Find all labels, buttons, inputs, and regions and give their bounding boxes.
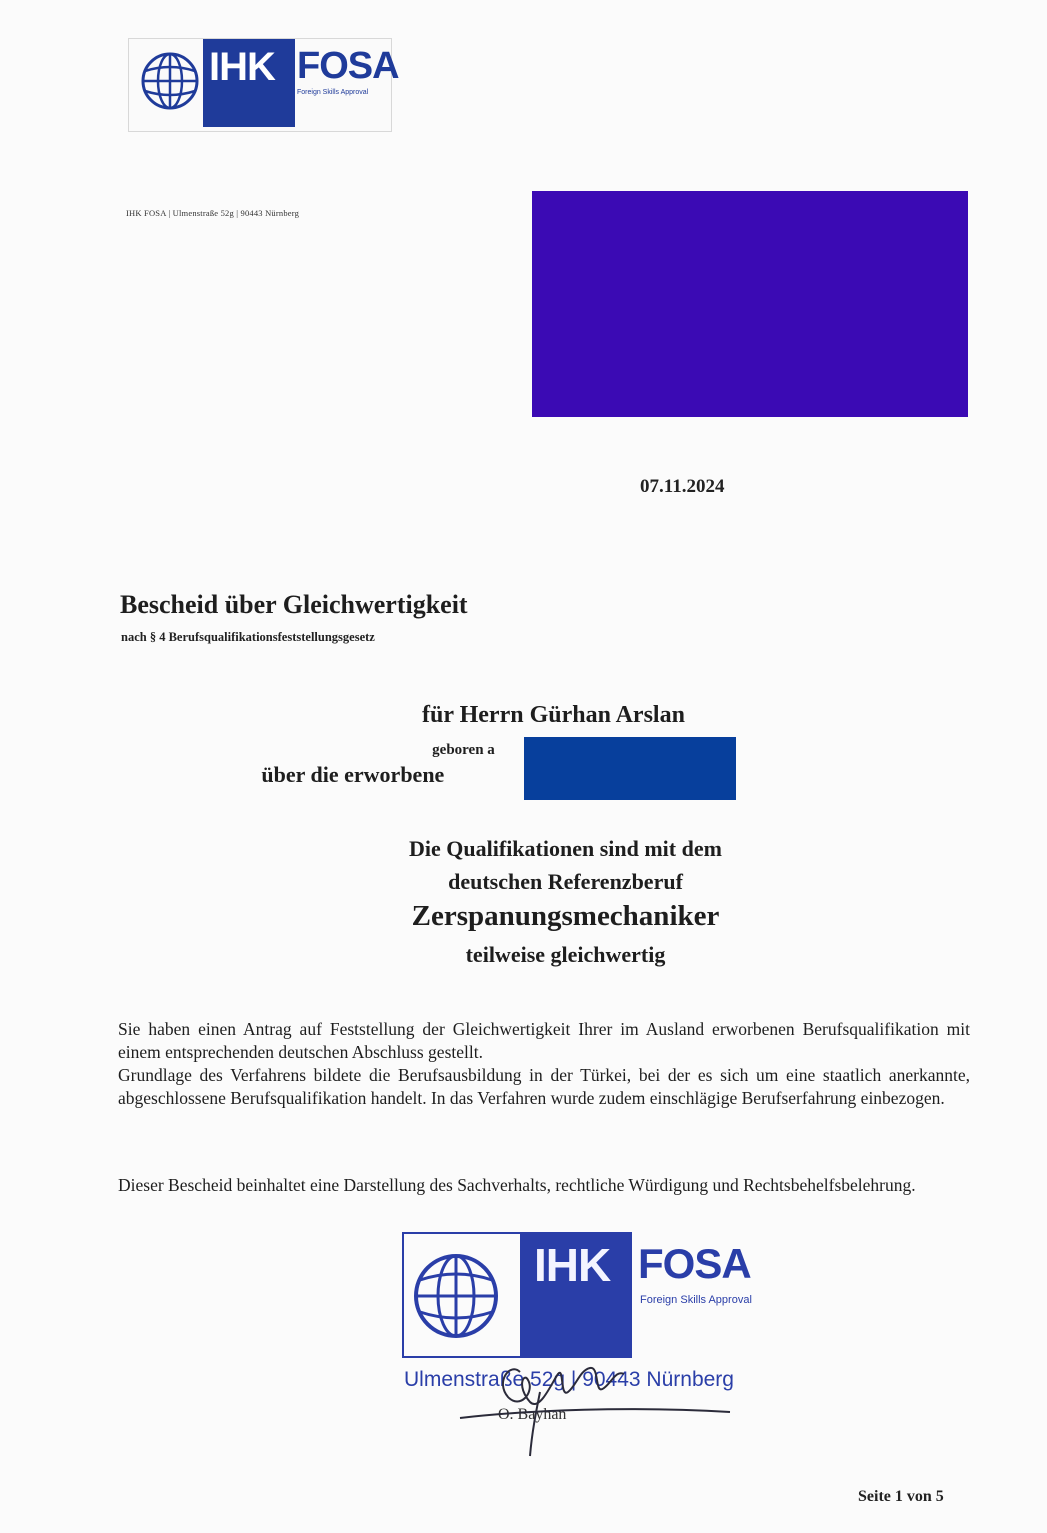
equivalence-result: teilweise gleichwertig xyxy=(465,942,666,967)
reference-profession: Zerspanungsmechaniker xyxy=(411,900,720,932)
stamp-address: Ulmenstraße 52g | 90443 Nürnberg xyxy=(404,1368,734,1391)
paragraph-basis: Grundlage des Verfahrens bildete die Berufsausbildung in der Türkei, bei der es sich um eine staatlich anerkannte, abgeschlossene Berufsqualifikation handelt. In das Verfahren wurde zudem einschlägige Berufserfahrung einbezogen. xyxy=(118,1065,970,1108)
redaction-birth-details xyxy=(524,737,736,800)
page-number: Seite 1 von 5 xyxy=(858,1488,944,1505)
stamp-ihk-text: IHK xyxy=(534,1239,611,1291)
handwritten-signature xyxy=(440,1352,740,1462)
globe-icon xyxy=(135,43,205,119)
logo-fosa-text: FOSA xyxy=(297,45,399,87)
qualification-line-1: Die Qualifikationen sind mit dem xyxy=(409,836,722,861)
ihk-fosa-logo xyxy=(128,38,399,132)
letter-date: 07.11.2024 xyxy=(640,476,725,497)
application-paragraph xyxy=(118,1018,970,1110)
stamp-tagline: Foreign Skills Approval xyxy=(640,1294,752,1306)
obtained-left: über die erworbene xyxy=(261,762,445,787)
redaction-recipient-address xyxy=(532,191,968,417)
recipient-name: für Herrn Gürhan Arslan xyxy=(422,702,685,728)
logo-ihk-text: IHK xyxy=(209,45,275,89)
stamp-globe-icon xyxy=(402,1232,528,1358)
logo-tagline: Foreign Skills Approval xyxy=(297,89,369,96)
qualification-line-2: deutschen Referenzberuf xyxy=(448,869,683,894)
sender-address-line: IHK FOSA | Ulmenstraße 52g | 90443 Nürnberg xyxy=(126,208,300,218)
document-title: Bescheid über Gleichwertigkeit xyxy=(120,590,468,619)
birth-label: geboren a xyxy=(432,742,495,758)
signer-name: O. Bayhan xyxy=(498,1406,567,1423)
paragraph-application: Sie haben einen Antrag auf Feststellung der Gleichwertigkeit Ihrer im Ausland erworbenen Berufsqualifikation mit einem entsprechenden deutschen Abschluss gestellt. xyxy=(118,1019,970,1062)
paragraph-contents: Dieser Bescheid beinhaltet eine Darstellung des Sachverhalts, rechtliche Würdigung und Rechtsbehelfsbelehrung. xyxy=(118,1175,916,1195)
document-subtitle: nach § 4 Berufsqualifikationsfeststellungsgesetz xyxy=(121,630,375,644)
stamp-fosa-text: FOSA xyxy=(638,1240,751,1287)
